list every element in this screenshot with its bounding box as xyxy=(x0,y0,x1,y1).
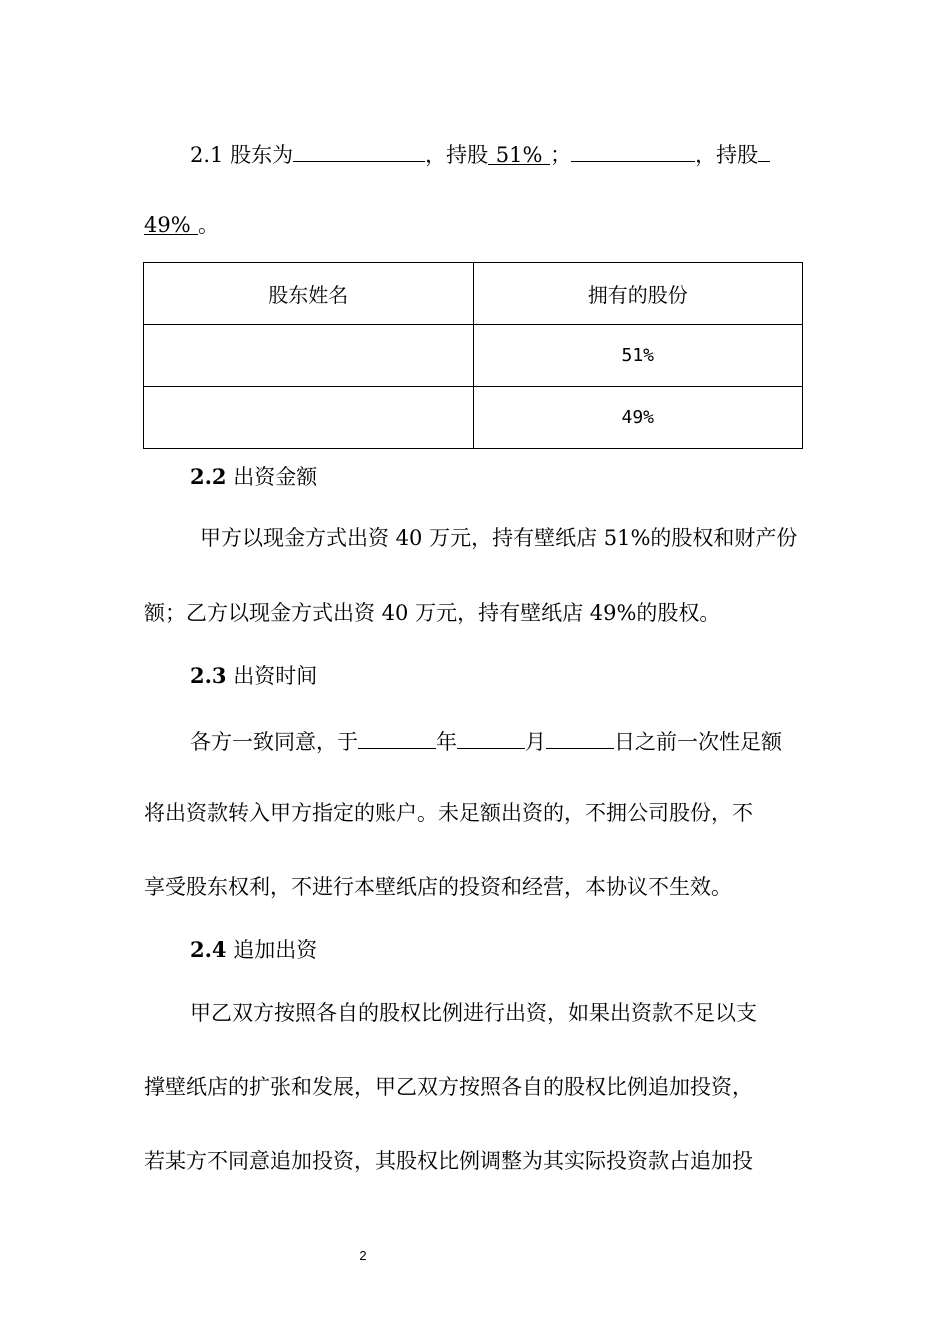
holding-pct-a-value: 51% xyxy=(495,143,543,167)
shareholder-prefix: 2.1 股东为 xyxy=(190,143,294,167)
line-end: 。 xyxy=(198,213,219,237)
header-share: 拥有的股份 xyxy=(473,263,803,325)
holding-pct-a xyxy=(488,140,550,165)
paragraph-line: 甲乙双方按照各自的股权比例进行出资，如果出资款不足以支 xyxy=(190,1001,757,1025)
table-row xyxy=(144,325,803,387)
section-2-3-heading xyxy=(190,661,317,691)
paragraph-line: 撑壁纸店的扩张和发展，甲乙双方按照各自的股权比例追加投资， xyxy=(144,1075,753,1099)
shareholder-line-cont xyxy=(144,210,219,240)
month-label: 月 xyxy=(525,730,546,754)
shareholder-a-blank[interactable] xyxy=(293,137,425,162)
date-line xyxy=(190,724,782,757)
day-blank[interactable] xyxy=(546,724,614,749)
paragraph-line: 享受股东权利，不进行本壁纸店的投资和经营，本协议不生效。 xyxy=(144,875,732,899)
holding-label-a: ，持股 xyxy=(425,143,489,167)
month-blank[interactable] xyxy=(457,724,525,749)
section-title: 出资时间 xyxy=(233,664,318,688)
shareholder-table xyxy=(143,262,803,449)
holding-pct-b-lead xyxy=(758,137,770,162)
date-line-suffix: 日之前一次性足额 xyxy=(614,730,782,754)
paragraph-line: 甲方以现金方式出资 40 万元，持有壁纸店 51%的股权和财产份 xyxy=(200,526,798,550)
shareholder-line xyxy=(190,137,770,170)
holding-pct-b-value: 49% xyxy=(144,213,191,237)
section-number: 2.3 xyxy=(190,663,227,688)
row-name-cell[interactable] xyxy=(144,387,474,449)
section-number: 2.2 xyxy=(190,464,227,489)
paragraph-line: 将出资款转入甲方指定的账户。未足额出资的，不拥公司股份，不 xyxy=(144,801,753,825)
row-share-cell: 49% xyxy=(473,387,803,449)
header-name: 股东姓名 xyxy=(144,263,474,325)
row-share-cell: 51% xyxy=(473,325,803,387)
page-number: 2 xyxy=(359,1248,367,1263)
section-2-4-heading xyxy=(190,935,317,965)
section-title: 出资金额 xyxy=(233,465,318,489)
table-header-row xyxy=(144,263,803,325)
holding-pct-b xyxy=(144,210,198,235)
year-label: 年 xyxy=(436,730,457,754)
year-blank[interactable] xyxy=(358,724,436,749)
semicolon: ； xyxy=(550,143,572,167)
date-line-prefix: 各方一致同意，于 xyxy=(190,730,358,754)
paragraph-line: 额；乙方以现金方式出资 40 万元，持有壁纸店 49%的股权。 xyxy=(144,601,721,625)
table-row xyxy=(144,387,803,449)
holding-label-b: ，持股 xyxy=(695,143,759,167)
section-2-2-heading xyxy=(190,462,317,492)
shareholder-b-blank[interactable] xyxy=(571,137,695,162)
section-title: 追加出资 xyxy=(233,938,318,962)
paragraph-line: 若某方不同意追加投资，其股权比例调整为其实际投资款占追加投 xyxy=(144,1149,753,1173)
row-name-cell[interactable] xyxy=(144,325,474,387)
section-number: 2.4 xyxy=(190,937,227,962)
